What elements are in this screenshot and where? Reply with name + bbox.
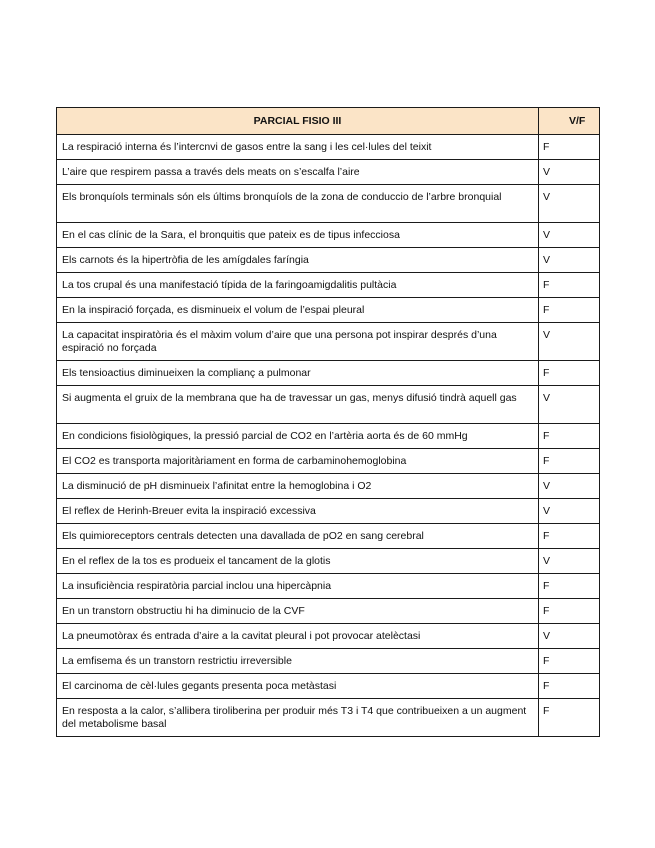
answer-cell: F xyxy=(539,135,600,160)
question-cell: Els carnots és la hipertròfia de les amígdales faríngia xyxy=(57,248,539,273)
table-row xyxy=(57,549,600,574)
question-cell: La respiració interna és l’intercnvi de gasos entre la sang i les cel·lules del teixit xyxy=(57,135,539,160)
question-cell: Si augmenta el gruix de la membrana que ha de travessar un gas, menys difusió tindrà aquell gas xyxy=(57,386,539,424)
question-cell: El reflex de Herinh-Breuer evita la inspiració excessiva xyxy=(57,499,539,524)
table-row xyxy=(57,499,600,524)
table-row xyxy=(57,574,600,599)
answer-cell: V xyxy=(539,474,600,499)
answer-cell: V xyxy=(539,549,600,574)
table-row xyxy=(57,386,600,424)
answer-cell: F xyxy=(539,524,600,549)
question-cell: En resposta a la calor, s’allibera tiroliberina per produir més T3 i T4 que contribueixen a un augment del metabolisme basal xyxy=(57,699,539,737)
table-row xyxy=(57,248,600,273)
answer-cell: V xyxy=(539,223,600,248)
table-title: PARCIAL FISIO III xyxy=(57,108,539,135)
answer-cell: F xyxy=(539,649,600,674)
table-row xyxy=(57,699,600,737)
question-cell: La pneumotòrax és entrada d’aire a la cavitat pleural i pot provocar atelèctasi xyxy=(57,624,539,649)
table-row xyxy=(57,424,600,449)
answer-cell: F xyxy=(539,674,600,699)
answer-cell: F xyxy=(539,298,600,323)
table-row xyxy=(57,361,600,386)
table-row xyxy=(57,474,600,499)
question-cell: En el cas clínic de la Sara, el bronquitis que pateix es de tipus infecciosa xyxy=(57,223,539,248)
answer-cell: V xyxy=(539,323,600,361)
answer-cell: F xyxy=(539,599,600,624)
question-cell: L’aire que respirem passa a través dels meats on s’escalfa l’aire xyxy=(57,160,539,185)
question-cell: Els bronquíols terminals són els últims bronquíols de la zona de conduccio de l’arbre bronquial xyxy=(57,185,539,223)
table-row xyxy=(57,273,600,298)
question-cell: En la inspiració forçada, es disminueix el volum de l’espai pleural xyxy=(57,298,539,323)
question-cell: Els quimioreceptors centrals detecten una davallada de pO2 en sang cerebral xyxy=(57,524,539,549)
question-cell: La capacitat inspiratòria és el màxim volum d’aire que una persona pot inspirar després d’una espiració no forçada xyxy=(57,323,539,361)
table-row xyxy=(57,624,600,649)
answer-cell: V xyxy=(539,160,600,185)
question-cell: La disminució de pH disminueix l’afinitat entre la hemoglobina i O2 xyxy=(57,474,539,499)
answer-cell: V xyxy=(539,248,600,273)
table-row xyxy=(57,160,600,185)
answer-cell: V xyxy=(539,499,600,524)
answer-cell: V xyxy=(539,624,600,649)
answer-cell: V xyxy=(539,386,600,424)
answer-cell: F xyxy=(539,449,600,474)
answer-cell: F xyxy=(539,424,600,449)
table-row xyxy=(57,674,600,699)
table-row xyxy=(57,599,600,624)
answer-cell: F xyxy=(539,699,600,737)
answer-column-header: V/F xyxy=(539,108,600,135)
question-cell: En un transtorn obstructiu hi ha diminucio de la CVF xyxy=(57,599,539,624)
question-cell: La insuficiència respiratòria parcial inclou una hipercàpnia xyxy=(57,574,539,599)
question-cell: El carcinoma de cèl·lules gegants presenta poca metàstasi xyxy=(57,674,539,699)
table-row xyxy=(57,135,600,160)
answer-cell: V xyxy=(539,185,600,223)
question-cell: La tos crupal és una manifestació típida de la faringoamigdalitis pultàcia xyxy=(57,273,539,298)
question-cell: Els tensioactius diminueixen la complianç a pulmonar xyxy=(57,361,539,386)
true-false-table xyxy=(56,107,600,737)
table-row xyxy=(57,185,600,223)
table-row xyxy=(57,524,600,549)
table-row xyxy=(57,223,600,248)
table-row xyxy=(57,323,600,361)
table-row xyxy=(57,298,600,323)
question-cell: En condicions fisiològiques, la pressió parcial de CO2 en l’artèria aorta és de 60 mmHg xyxy=(57,424,539,449)
answer-cell: F xyxy=(539,574,600,599)
question-cell: La emfisema és un transtorn restrictiu irreversible xyxy=(57,649,539,674)
table-row xyxy=(57,449,600,474)
table-row xyxy=(57,649,600,674)
table-header-row xyxy=(57,108,600,135)
question-cell: En el reflex de la tos es produeix el tancament de la glotis xyxy=(57,549,539,574)
answer-cell: F xyxy=(539,361,600,386)
answer-cell: F xyxy=(539,273,600,298)
question-cell: El CO2 es transporta majoritàriament en forma de carbaminohemoglobina xyxy=(57,449,539,474)
